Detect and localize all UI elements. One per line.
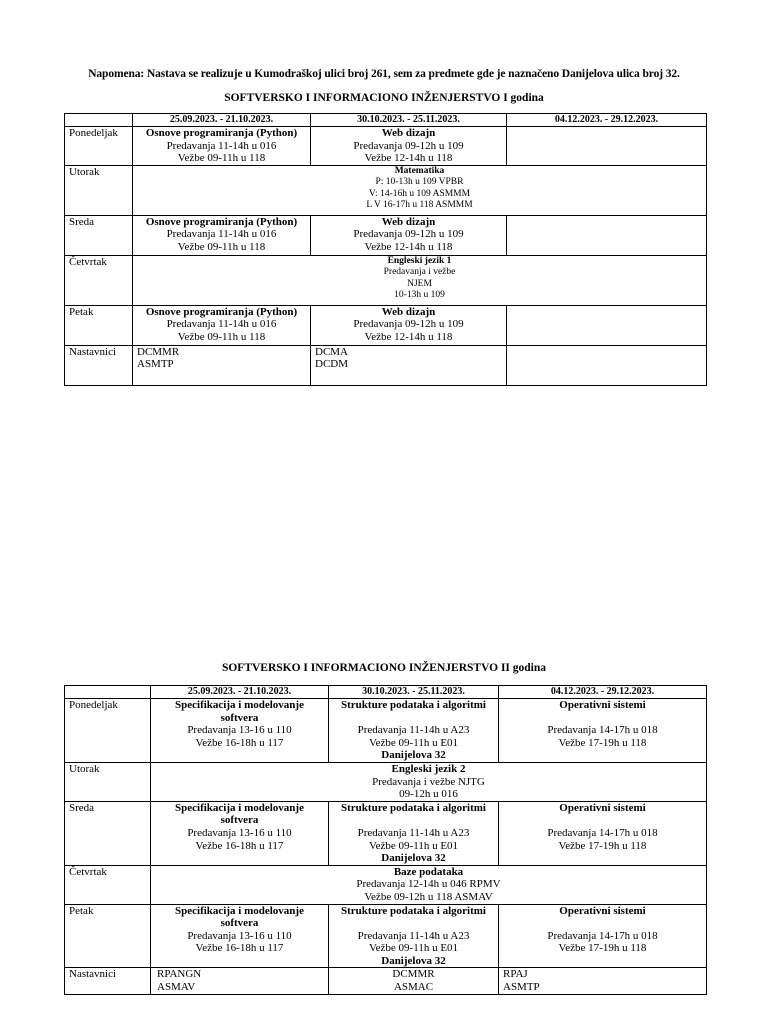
table-row <box>65 762 707 801</box>
year1-title: SOFTVERSKO I INFORMACIONO INŽENJERSTVO I godina <box>224 92 544 104</box>
empty-cell <box>507 305 707 345</box>
day-label: Ponedeljak <box>65 127 133 166</box>
table-row <box>65 699 707 763</box>
course-cell: Matematika P: 10-13h u 109 VPBR V: 14-16h u 109 ASMMM L V 16-17h u 118 ASMMM <box>133 165 707 215</box>
day-label: Četvrtak <box>65 255 133 305</box>
day-label: Petak <box>65 904 151 968</box>
table-row <box>65 801 707 865</box>
header-empty <box>65 114 133 127</box>
course-cell: Strukture podataka i algoritmi Predavanja 11-14h u A23 Vežbe 09-11h u E01 Danijelova 32 <box>329 699 499 763</box>
empty-cell <box>507 345 707 385</box>
day-label: Utorak <box>65 762 151 801</box>
course-cell: Operativni sistemi Predavanja 14-17h u 018 Vežbe 17-19h u 118 <box>499 904 707 968</box>
empty-cell <box>507 215 707 255</box>
course-cell: Osnove programiranja (Python) Predavanja 11-14h u 016 Vežbe 09-11h u 118 <box>133 305 311 345</box>
year2-title: SOFTVERSKO I INFORMACIONO INŽENJERSTVO II godina <box>221 662 547 674</box>
course-cell: Specifikacija i modelovanje softvera Predavanja 13-16 u 110 Vežbe 16-18h u 117 <box>151 904 329 968</box>
day-label: Četvrtak <box>65 865 151 904</box>
teachers-cell: RPAJ ASMTP <box>499 968 707 994</box>
course-cell: Osnove programiranja (Python) Predavanja 11-14h u 016 Vežbe 09-11h u 118 <box>133 215 311 255</box>
teachers-cell: RPANGN ASMAV <box>151 968 329 994</box>
table-row <box>65 345 707 385</box>
day-label: Nastavnici <box>65 345 133 385</box>
period-header: 25.09.2023. - 21.10.2023. <box>133 114 311 127</box>
course-cell: Baze podataka Predavanja 12-14h u 046 RPMV Vežbe 09-12h u 118 ASMAV <box>151 865 707 904</box>
course-cell: Strukture podataka i algoritmi Predavanja 11-14h u A23 Vežbe 09-11h u E01 Danijelova 32 <box>329 904 499 968</box>
day-label: Petak <box>65 305 133 345</box>
period-header: 30.10.2023. - 25.11.2023. <box>329 686 499 699</box>
course-cell: Engleski jezik 2 Predavanja i vežbe NJTG 09-12h u 016 <box>151 762 707 801</box>
header-empty <box>65 686 151 699</box>
course-cell: Operativni sistemi Predavanja 14-17h u 018 Vežbe 17-19h u 118 <box>499 801 707 865</box>
day-label: Ponedeljak <box>65 699 151 763</box>
day-label: Sreda <box>65 215 133 255</box>
table-row <box>65 255 707 305</box>
table-row <box>65 686 707 699</box>
day-label: Utorak <box>65 165 133 215</box>
period-header: 04.12.2023. - 29.12.2023. <box>499 686 707 699</box>
table-row <box>65 215 707 255</box>
table-row <box>65 114 707 127</box>
course-cell: Strukture podataka i algoritmi Predavanja 11-14h u A23 Vežbe 09-11h u E01 Danijelova 32 <box>329 801 499 865</box>
course-cell: Web dizajn Predavanja 09-12h u 109 Vežbe 12-14h u 118 <box>311 127 507 166</box>
table-row <box>65 165 707 215</box>
table-row <box>65 904 707 968</box>
day-label: Sreda <box>65 801 151 865</box>
table-row <box>65 865 707 904</box>
year1-schedule-table <box>64 113 707 386</box>
empty-cell <box>507 127 707 166</box>
day-label: Nastavnici <box>65 968 151 994</box>
course-cell: Engleski jezik 1 Predavanja i vežbe NJEM 10-13h u 109 <box>133 255 707 305</box>
teachers-cell: DCMA DCDM <box>311 345 507 385</box>
note-text: Napomena: Nastava se realizuje u Kumodraškoj ulici broj 261, sem za predmete gde je naznačeno Danijelova ulica broj 32. <box>88 68 680 80</box>
period-header: 30.10.2023. - 25.11.2023. <box>311 114 507 127</box>
table-row <box>65 305 707 345</box>
teachers-cell: DCMMR ASMTP <box>133 345 311 385</box>
teachers-cell: DCMMR ASMAC <box>329 968 499 994</box>
course-cell: Specifikacija i modelovanje softvera Predavanja 13-16 u 110 Vežbe 16-18h u 117 <box>151 699 329 763</box>
course-cell: Web dizajn Predavanja 09-12h u 109 Vežbe 12-14h u 118 <box>311 215 507 255</box>
course-cell: Operativni sistemi Predavanja 14-17h u 018 Vežbe 17-19h u 118 <box>499 699 707 763</box>
period-header: 04.12.2023. - 29.12.2023. <box>507 114 707 127</box>
year2-schedule-table <box>64 685 707 995</box>
table-row <box>65 968 707 994</box>
table-row <box>65 127 707 166</box>
course-cell: Osnove programiranja (Python) Predavanja 11-14h u 016 Vežbe 09-11h u 118 <box>133 127 311 166</box>
course-cell: Web dizajn Predavanja 09-12h u 109 Vežbe 12-14h u 118 <box>311 305 507 345</box>
course-cell: Specifikacija i modelovanje softvera Predavanja 13-16 u 110 Vežbe 16-18h u 117 <box>151 801 329 865</box>
period-header: 25.09.2023. - 21.10.2023. <box>151 686 329 699</box>
